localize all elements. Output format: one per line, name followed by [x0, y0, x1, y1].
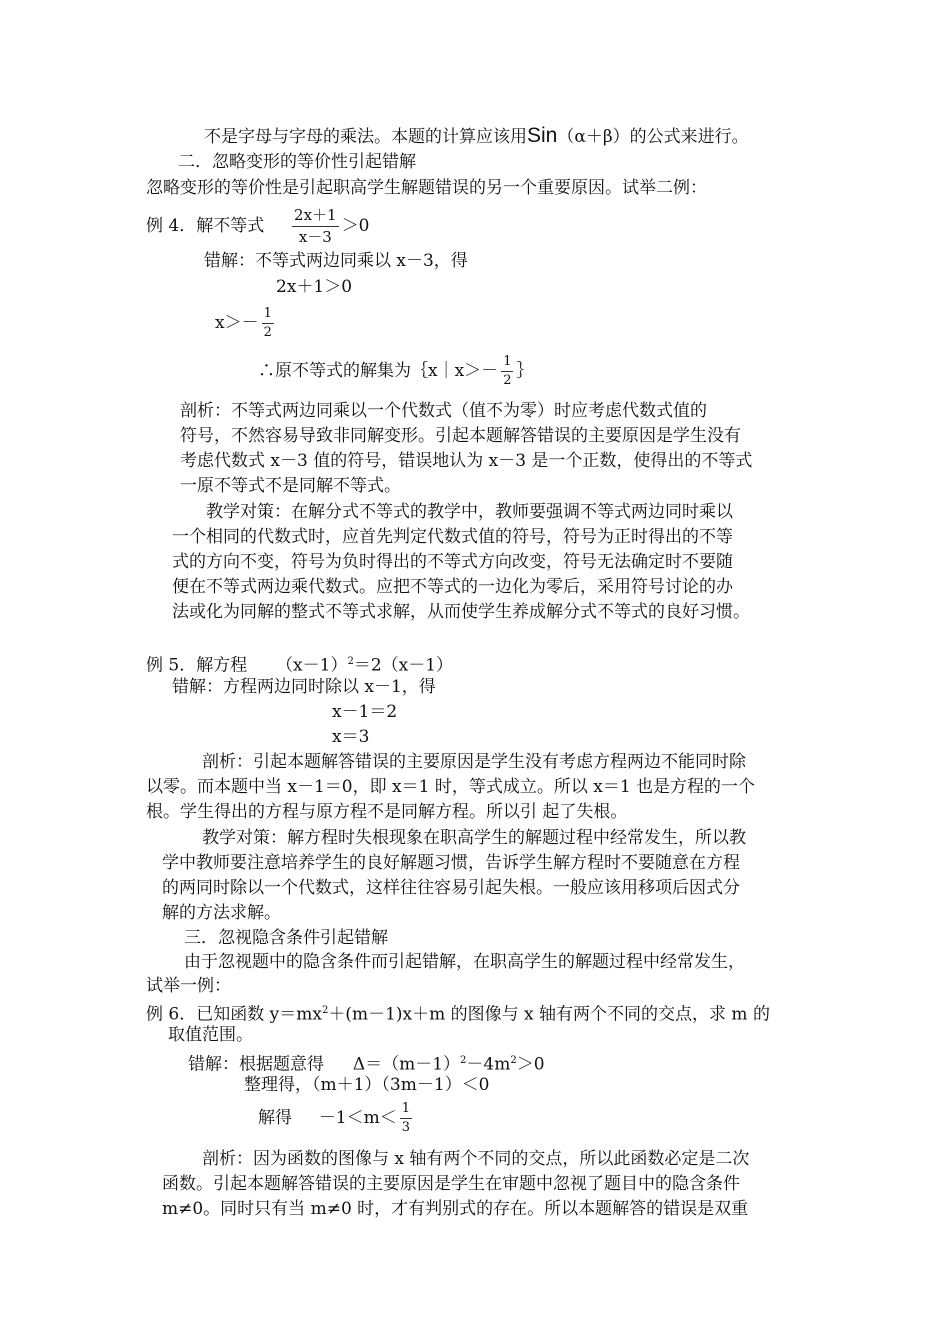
equation-line: x＝3 [332, 727, 370, 747]
fraction [501, 355, 513, 388]
superscript: 2 [460, 1055, 467, 1066]
example-4-heading [146, 204, 369, 248]
superscript: 2 [347, 656, 354, 667]
fraction [400, 1102, 412, 1135]
wrong-solution-line [188, 1051, 545, 1075]
text-run: ＞0 [516, 1054, 545, 1075]
paragraph-line: 忽略变形的等价性是引起职高学生解题错误的另一个重要原因。试举二例： [146, 178, 707, 198]
text-run: x＞－ [215, 313, 259, 333]
fraction-numerator: 1 [400, 1102, 412, 1119]
example-5-heading [146, 652, 453, 676]
strategy-line: 法或化为同解的整式不等式求解，从而使学生养成解分式不等式的良好习惯。 [172, 602, 750, 622]
analysis-line: 以零。而本题中当 x－1＝0，即 x＝1 时，等式成立。所以 x＝1 也是方程的一个 [146, 777, 756, 797]
section-heading: 二．忽略变形的等价性引起错解 [178, 152, 416, 172]
example-6-heading [146, 1001, 770, 1025]
text-run: ｝ [516, 361, 534, 381]
text-run: （α＋β）的公式来进行。 [557, 127, 749, 147]
analysis-line: 剖析：引起本题解答错误的主要原因是学生没有考虑方程两边不能同时除 [202, 752, 746, 772]
solution-line [258, 1101, 415, 1135]
analysis-line: 一原不等式不是同解不等式。 [180, 476, 401, 496]
equation-line: 整理得，（m＋1）（3m－1）＜0 [244, 1075, 490, 1095]
text-run: 不是字母与字母的乘法。本题的计算应该用 [204, 127, 527, 147]
fraction-denominator: 2 [263, 325, 272, 340]
analysis-line: 函数。引起本题解答错误的主要原因是学生在审题中忽视了题目中的隐含条件 [162, 1174, 740, 1194]
analysis-line: 根。学生得出的方程与原方程不是同解方程。所以引 起了失根。 [146, 802, 628, 822]
section-heading: 三．忽视隐含条件引起错解 [184, 928, 388, 948]
text-run: ＝2（x－1） [353, 655, 454, 676]
strategy-line: 便在不等式两边乘代数式。应把不等式的一边化为零后，采用符号讨论的办 [172, 577, 733, 597]
strategy-line: 的两同时除以一个代数式，这样往往容易引起失根。一般应该用移项后因式分 [162, 878, 740, 898]
strategy-line: 解的方法求解。 [162, 903, 281, 923]
superscript: 2 [321, 1005, 329, 1016]
strategy-line: 教学对策：解方程时失根现象在职高学生的解题过程中经常发生，所以教 [202, 828, 746, 848]
fraction-numerator: 2x＋1 [292, 207, 339, 227]
fraction-denominator: 3 [401, 1120, 411, 1135]
text-run: 解得 [258, 1108, 292, 1128]
fraction [262, 307, 274, 340]
text-run: 错解：根据题意得 [188, 1054, 324, 1075]
fraction-numerator: 1 [501, 355, 513, 372]
equation-line: 2x＋1＞0 [276, 277, 353, 297]
fraction-denominator: x－3 [298, 228, 332, 246]
text-run: 例 4．解不等式 [146, 216, 265, 236]
analysis-line: 剖析：不等式两边同乘以一个代数式（值不为零）时应考虑代数式值的 [180, 401, 707, 421]
strategy-line: 学中教师要注意培养学生的良好解题习惯，告诉学生解方程时不要随意在方程 [162, 853, 740, 873]
analysis-line: 考虑代数式 x－3 值的符号，错误地认为 x－3 是一个正数，使得出的不等式 [180, 451, 753, 471]
wrong-solution-line: 错解：不等式两边同乘以 x－3，得 [204, 251, 468, 271]
fraction-numerator: 1 [262, 307, 274, 324]
text-run: －4m [466, 1054, 511, 1075]
text-run: －1＜m＜ [318, 1108, 397, 1128]
paragraph-line: 取值范围。 [168, 1025, 253, 1045]
strategy-line: 式的方向不变，符号为负时得出的不等式方向改变，符号无法确定时不要随 [172, 552, 733, 572]
text-run: 例 6．已知函数 y＝mx [146, 1004, 322, 1025]
sin-symbol: Sin [527, 124, 558, 147]
text-run: （x－1） [276, 655, 348, 676]
fraction-denominator: 2 [503, 373, 512, 388]
solution-set-line [258, 354, 533, 388]
text-line [204, 126, 749, 147]
text-run: ＋(m－1)x＋m 的图像与 x 轴有两个不同的交点，求 m 的 [328, 1004, 770, 1025]
text-run: Δ＝（m－1） [352, 1054, 461, 1075]
equation-line [215, 306, 277, 340]
strategy-line: 一个相同的代数式时，应首先判定代数式值的符号，符号为正时得出的不等 [172, 527, 733, 547]
fraction [292, 207, 339, 246]
paragraph-line: 试举一例： [146, 976, 231, 996]
analysis-line: m≠0。同时只有当 m≠0 时，才有判别式的存在。所以本题解答的错误是双重 [162, 1199, 749, 1219]
text-run: 例 5．解方程 [146, 655, 248, 676]
text-run: ＞0 [341, 216, 370, 236]
equation-line: x－1＝2 [332, 702, 398, 722]
paragraph-line: 由于忽视题中的隐含条件而引起错解，在职高学生的解题过程中经常发生， [184, 952, 745, 972]
analysis-line: 剖析：因为函数的图像与 x 轴有两个不同的交点，所以此函数必定是二次 [202, 1149, 750, 1169]
analysis-line: 符号，不然容易导致非同解变形。引起本题解答错误的主要原因是学生没有 [180, 426, 741, 446]
text-run: ∴原不等式的解集为｛x｜x＞－ [258, 361, 499, 381]
wrong-solution-line: 错解：方程两边同时除以 x－1，得 [172, 677, 436, 697]
superscript: 2 [510, 1055, 517, 1066]
strategy-line: 教学对策：在解分式不等式的教学中，教师要强调不等式两边同时乘以 [206, 502, 733, 522]
